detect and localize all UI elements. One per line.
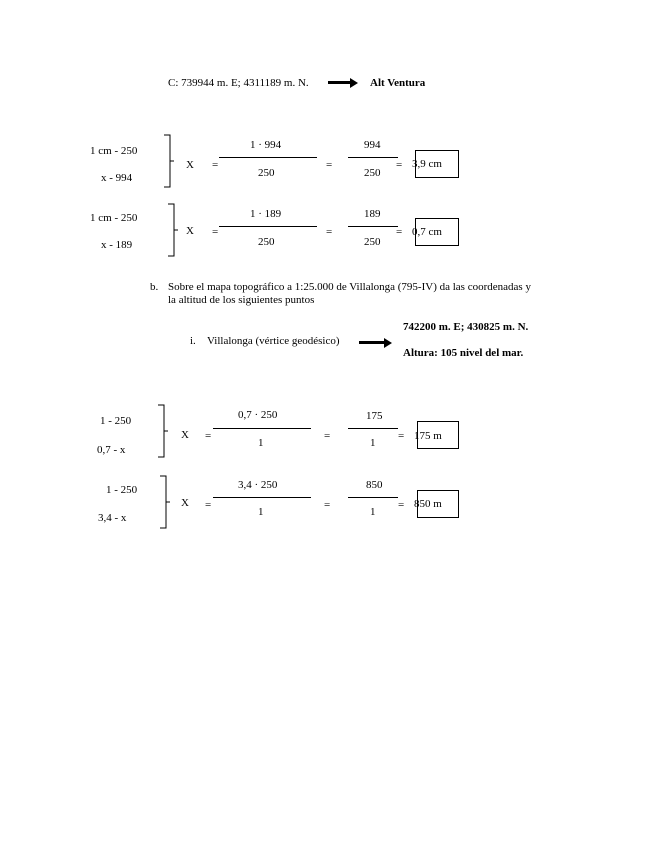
brace-icon xyxy=(164,135,176,187)
fraction-numerator: 850 xyxy=(366,479,383,491)
proportion-line-2: 0,7 - x xyxy=(97,444,126,456)
variable-x: X xyxy=(181,429,189,441)
equals-sign: = xyxy=(205,499,212,511)
equals-sign: = xyxy=(212,159,219,171)
fraction-bar xyxy=(219,226,317,227)
equals-sign: = xyxy=(326,159,333,171)
item-label: Villalonga (vértice geodésico) xyxy=(207,335,340,347)
section-text-line-2: la altitud de los siguientes puntos xyxy=(168,294,315,306)
fraction-numerator: 3,4 · 250 xyxy=(238,479,278,491)
fraction-numerator: 1 · 994 xyxy=(250,139,282,151)
header-coords: C: 739944 m. E; 4311189 m. N. xyxy=(168,77,309,89)
fraction-bar xyxy=(348,157,398,158)
fraction-bar xyxy=(348,428,398,429)
header-result: Alt Ventura xyxy=(370,77,426,89)
equals-sign: = xyxy=(398,499,405,511)
equals-sign: = xyxy=(324,430,331,442)
fraction-bar xyxy=(213,497,311,498)
fraction-denominator: 1 xyxy=(370,506,376,518)
fraction-denominator: 250 xyxy=(258,236,275,248)
equals-sign: = xyxy=(396,226,403,238)
proportion-line-2: x - 189 xyxy=(101,239,133,251)
variable-x: X xyxy=(186,159,194,171)
fraction-numerator: 994 xyxy=(364,139,381,151)
fraction-denominator: 250 xyxy=(364,167,381,179)
proportion-line-1: 1 - 250 xyxy=(100,415,132,427)
result-value: 3,9 cm xyxy=(412,158,442,170)
proportion-line-1: 1 cm - 250 xyxy=(90,212,138,224)
fraction-denominator: 250 xyxy=(364,236,381,248)
fraction-denominator: 250 xyxy=(258,167,275,179)
proportion-line-2: 3,4 - x xyxy=(98,512,127,524)
proportion-line-1: 1 cm - 250 xyxy=(90,145,138,157)
equals-sign: = xyxy=(398,430,405,442)
proportion-line-2: x - 994 xyxy=(101,172,133,184)
arrow-right-icon xyxy=(328,78,358,88)
result-value: 0,7 cm xyxy=(412,226,442,238)
proportion-line-1: 1 - 250 xyxy=(106,484,138,496)
section-text-line-1: Sobre el mapa topográfico a 1:25.000 de Villalonga (795-IV) da las coordenadas y xyxy=(168,281,531,293)
fraction-denominator: 1 xyxy=(258,437,264,449)
brace-icon xyxy=(168,204,180,256)
equals-sign: = xyxy=(212,226,219,238)
item-altitude: Altura: 105 nivel del mar. xyxy=(403,347,524,359)
fraction-denominator: 1 xyxy=(370,437,376,449)
equals-sign: = xyxy=(326,226,333,238)
item-coords: 742200 m. E; 430825 m. N. xyxy=(403,321,529,333)
brace-icon xyxy=(158,405,170,457)
fraction-numerator: 175 xyxy=(366,410,383,422)
section-marker: b. xyxy=(150,281,159,293)
arrow-right-icon xyxy=(359,338,392,348)
fraction-bar xyxy=(213,428,311,429)
fraction-bar xyxy=(219,157,317,158)
fraction-numerator: 1 · 189 xyxy=(250,208,282,220)
fraction-denominator: 1 xyxy=(258,506,264,518)
equals-sign: = xyxy=(205,430,212,442)
item-marker: i. xyxy=(190,335,196,347)
result-value: 850 m xyxy=(414,498,442,510)
brace-icon xyxy=(160,476,172,528)
result-value: 175 m xyxy=(414,430,442,442)
fraction-numerator: 189 xyxy=(364,208,381,220)
fraction-bar xyxy=(348,226,398,227)
variable-x: X xyxy=(186,225,194,237)
equals-sign: = xyxy=(396,159,403,171)
fraction-numerator: 0,7 · 250 xyxy=(238,409,278,421)
fraction-bar xyxy=(348,497,398,498)
equals-sign: = xyxy=(324,499,331,511)
variable-x: X xyxy=(181,497,189,509)
